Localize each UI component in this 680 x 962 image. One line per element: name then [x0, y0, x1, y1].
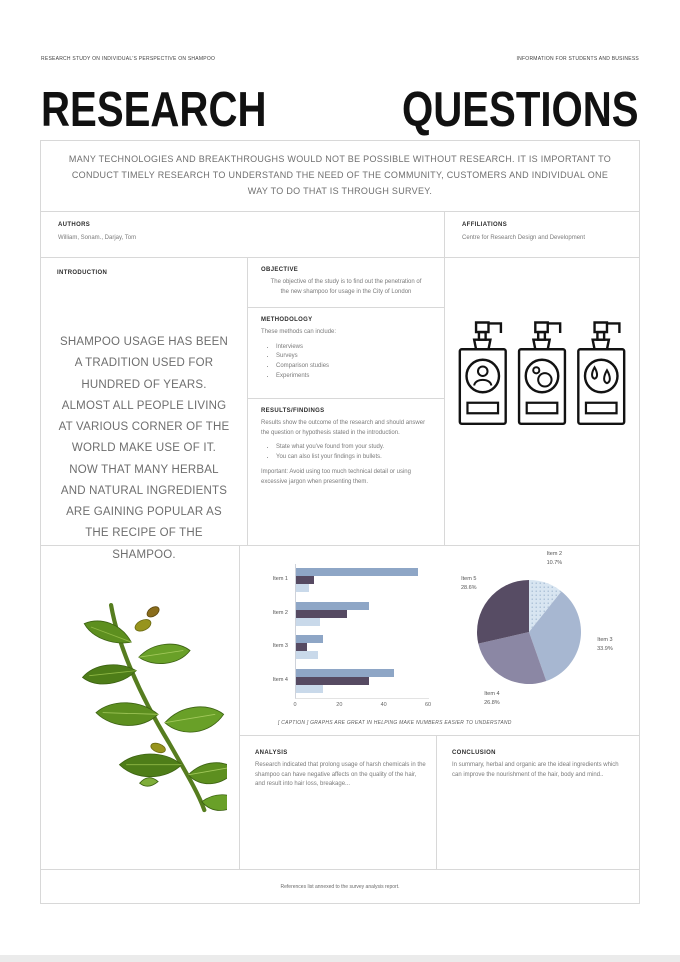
x-axis-tick: 0	[293, 702, 297, 708]
affiliations-heading: AFFILIATIONS	[462, 222, 508, 228]
pie-chart	[439, 546, 625, 732]
bar-chart-x-axis	[293, 701, 432, 713]
header-right-text: INFORMATION FOR STUDENTS AND BUSINESS	[516, 56, 639, 62]
bar-chart-plot	[272, 564, 429, 699]
bar-series-3	[296, 584, 309, 592]
bullet-item: • You can also list your findings in bullets.	[276, 453, 431, 463]
title-word-research: RESEARCH	[41, 83, 267, 137]
poster-frame	[40, 140, 640, 904]
x-axis-tick: 20	[336, 702, 343, 708]
plant-illustration-image	[59, 590, 227, 842]
pie-slice-label: Item 3 33.9%	[597, 636, 613, 652]
authors-cell	[41, 212, 445, 257]
bar-series-1	[296, 568, 418, 576]
authors-value: William, Sonam., Darjay, Tom	[58, 235, 137, 241]
bar-series-2	[296, 677, 369, 685]
x-axis-tick: 60	[424, 702, 432, 708]
lower-section	[41, 546, 639, 869]
plant-cell	[41, 546, 240, 869]
affiliations-cell	[445, 212, 639, 257]
results-list	[276, 443, 431, 463]
introduction-cell	[41, 258, 248, 561]
bar-category-label: Item 3	[272, 643, 288, 650]
conclusion-heading: CONCLUSION	[452, 750, 496, 756]
middle-column	[248, 258, 445, 545]
bar-group	[272, 669, 429, 693]
methodology-intro: These methods can include:	[261, 329, 337, 335]
bar-series-2	[296, 643, 307, 651]
bullet-item: • Surveys	[276, 352, 431, 362]
charts-area	[240, 546, 639, 736]
bar-series-2	[296, 610, 347, 618]
bar-chart	[272, 564, 432, 735]
objective-cell	[248, 258, 444, 308]
objective-heading: OBJECTIVE	[261, 267, 299, 273]
pie-slice-label: Item 5 28.6%	[460, 576, 477, 592]
bottles-cell	[445, 258, 639, 545]
analysis-body: Research indicated that prolong usage of harsh chemicals in the shampoo can have negative affects on the quality of the hair, and result into hair loss, breakage...	[255, 762, 426, 788]
bar-group	[272, 602, 429, 626]
x-axis-tick: 40	[380, 702, 387, 708]
lower-right	[240, 546, 639, 869]
results-cell	[248, 399, 444, 545]
bar-series-3	[296, 685, 323, 693]
authors-row	[41, 212, 639, 258]
conclusion-cell	[437, 736, 639, 869]
top-header	[41, 56, 639, 62]
pie-slice-label: Item 4 26.8%	[484, 691, 500, 707]
bar-series-3	[296, 618, 320, 626]
bullet-item: • State what you've found from your study.	[276, 443, 431, 453]
methodology-list	[276, 343, 431, 383]
introduction-heading: INTRODUCTION	[57, 270, 108, 276]
analysis-row	[240, 736, 639, 869]
bubbles-bottle-icon	[519, 322, 565, 423]
page-bottom-edge	[0, 955, 680, 962]
bullet-item: • Experiments	[276, 372, 431, 382]
bar-series-1	[296, 602, 369, 610]
conclusion-body: In summary, herbal and organic are the ideal ingredients which can improve the nourishment of the hair, body and mind..	[452, 762, 619, 778]
introduction-body: SHAMPOO USAGE HAS BEEN A TRADITION USED FOR HUNDRED OF YEARS. ALMOST ALL PEOPLE LIVING AT VARIOUS CORNER OF THE WORLD MAKE USE OF IT. NOW THAT MANY HERBAL AND NATURAL INGREDIENTS ARE GAINING POPULAR AS THE RECIPE OF THE SHAMPOO.	[58, 336, 230, 561]
bar-series-1	[296, 635, 323, 643]
bullet-item: • Interviews	[276, 343, 431, 353]
results-body: Results show the outcome of the research and should answer the question or hypothesis stated in the introduction.	[261, 420, 426, 436]
analysis-cell	[240, 736, 437, 869]
affiliations-value: Centre for Research Design and Development	[462, 235, 586, 241]
results-heading: RESULTS/FINDINGS	[261, 408, 325, 414]
references-row	[41, 869, 639, 903]
intro-banner	[41, 141, 639, 212]
bar-category-label: Item 4	[272, 676, 288, 683]
methodology-heading: METHODOLOGY	[261, 317, 313, 323]
person-bottle-icon	[460, 322, 506, 423]
pie-slice-label: Item 2 10.7%	[546, 551, 563, 567]
shampoo-bottles-illustration	[456, 320, 628, 432]
bar-category-label: Item 1	[272, 576, 288, 582]
bar-series-3	[296, 651, 318, 659]
bar-category-label: Item 2	[272, 609, 288, 616]
results-note: Important: Avoid using too much technical detail or using excessive jargon when presenting them.	[261, 468, 411, 485]
bar-series-1	[296, 669, 394, 677]
intro-banner-text: MANY TECHNOLOGIES AND BREAKTHROUGHS WOULD NOT BE POSSIBLE WITHOUT RESEARCH. IT IS IMPORTANT TO CONDUCT TIMELY RESEARCH TO UNDERSTAND THE NEED OF THE COMMUNITY, CUSTOMERS AND INDIVIDUAL ONE WAY TO DO THAT IS THROUGH SURVEY.	[68, 154, 612, 196]
methodology-cell	[248, 308, 444, 399]
analysis-heading: ANALYSIS	[255, 750, 288, 756]
page-title	[41, 83, 639, 137]
bar-group	[272, 568, 429, 592]
objective-body: The objective of the study is to find out the penetration of the new shampoo for usage in the City of London	[270, 279, 422, 295]
title-word-questions: QUESTIONS	[402, 83, 639, 137]
header-left-text: RESEARCH STUDY ON INDIVIDUAL'S PERSPECTIVE ON SHAMPOO	[41, 56, 216, 62]
bullet-item: • Comparison studies	[276, 362, 431, 372]
bar-group	[272, 635, 429, 659]
references-text: References list annexed to the survey analysis report.	[280, 883, 400, 890]
chart-caption: [ CAPTION ] GRAPHS ARE GREAT IN HELPING MAKE NUMBERS EASIER TO UNDERSTAND	[278, 720, 512, 726]
authors-heading: AUTHORS	[58, 222, 91, 228]
drops-bottle-icon	[578, 322, 624, 423]
bar-series-2	[296, 576, 314, 584]
